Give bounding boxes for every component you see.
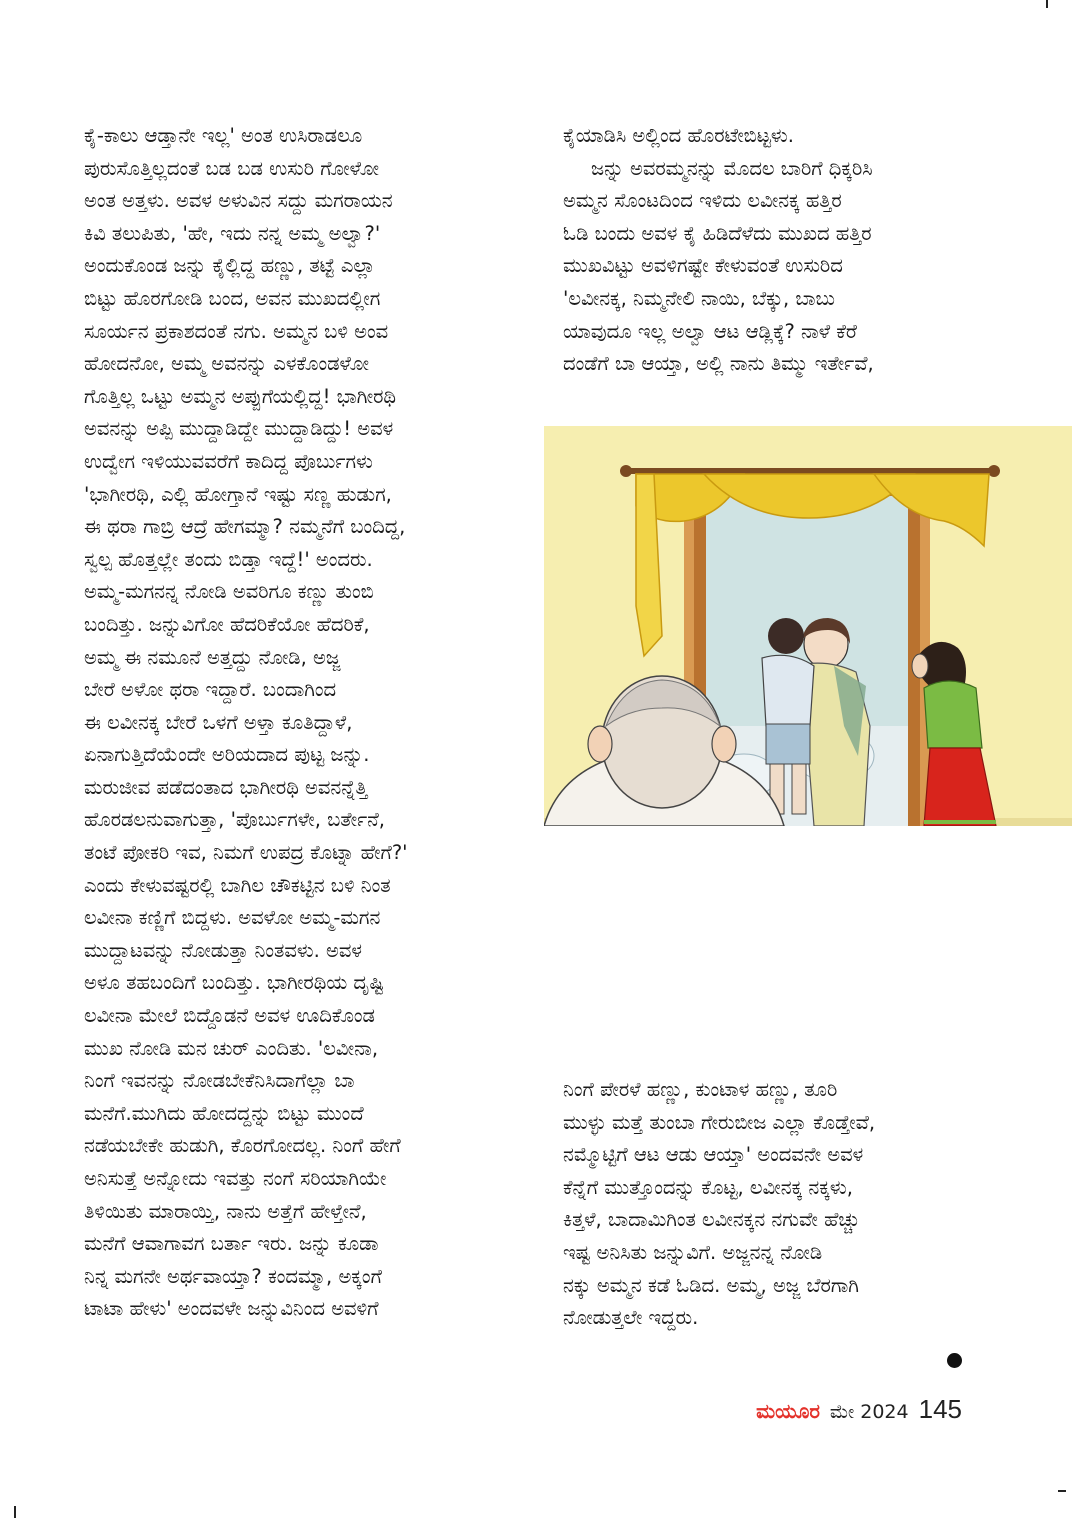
text-line: ದಂಡೆಗೆ ಬಾ ಆಯ್ತಾ, ಅಲ್ಲಿ ನಾನು ತಿಮ್ಮು ಇರ್ತೇವೆ, xyxy=(563,352,874,376)
text-line: ಗೊತ್ತಿಲ್ಲ ಒಟ್ಟು ಅಮ್ಮನ ಅಪ್ಪುಗೆಯಲ್ಲಿದ್ದ! ಭಾಗೀರಥಿ xyxy=(84,384,396,408)
text-line: ನಕ್ಕು ಅಮ್ಮನ ಕಡೆ ಓಡಿದ. ಅಮ್ಮ, ಅಜ್ಜ ಬೆರಗಾಗಿ xyxy=(563,1273,859,1297)
text-line: ಬೇರೆ ಅಳೋ ಥರಾ ಇದ್ದಾರೆ. ಬಂದಾಗಿಂದ xyxy=(84,678,337,702)
text-line: ಕಿವಿ ತಲುಪಿತು, 'ಹೇ, ಇದು ನನ್ನ ಅಮ್ಮ ಅಲ್ವಾ?' xyxy=(84,221,381,245)
page-footer xyxy=(756,1394,962,1425)
text-line: ಮನೆಗೆ ಆವಾಗಾವಗ ಬರ್ತಾ ಇರು. ಜನ್ನು ಕೂಡಾ xyxy=(84,1232,379,1256)
text-line: ನಿಂಗೆ ಇವನನ್ನು ನೋಡಬೇಕೆನಿಸಿದಾಗೆಲ್ಲಾ ಬಾ xyxy=(84,1069,355,1093)
text-line: 'ಭಾಗೀರಥಿ, ಎಲ್ಲಿ ಹೋಗ್ತಾನೆ ಇಷ್ಟು ಸಣ್ಣ ಹುಡುಗ, xyxy=(84,482,392,506)
text-line: ಮುಳ್ಳು ಮತ್ತೆ ತುಂಬಾ ಗೇರುಬೀಜ ಎಲ್ಲಾ ಕೊಡ್ತೇವೆ, xyxy=(563,1110,876,1134)
page-number: 145 xyxy=(918,1394,962,1424)
text-line: ಇಷ್ಟ ಅನಿಸಿತು ಜನ್ನುವಿಗೆ. ಅಜ್ಜನನ್ನ ನೋಡಿ xyxy=(563,1240,823,1264)
body-text-column-left xyxy=(84,120,520,1326)
text-line: 'ಲವೀನಕ್ಕ, ನಿಮ್ಮನೇಲಿ ನಾಯಿ, ಬೆಕ್ಕು, ಬಾಬು xyxy=(563,286,835,310)
text-line: ಅಮ್ಮ-ಮಗನನ್ನ ನೋಡಿ ಅವರಿಗೂ ಕಣ್ಣು ತುಂಬಿ xyxy=(84,580,374,604)
body-text-column-right-bottom xyxy=(563,1074,971,1335)
boy-shirt xyxy=(762,655,814,726)
text-line: ಮನೆಗೆ.ಮುಗಿದು ಹೋದದ್ದನ್ನು ಬಿಟ್ಟು ಮುಂದೆ xyxy=(84,1101,364,1125)
end-of-story-bullet xyxy=(947,1353,962,1368)
body-text-column-right-top xyxy=(563,120,971,381)
text-line: ಪುರುಸೊತ್ತಿಲ್ಲದಂತೆ ಬಡ ಬಡ ಉಸುರಿ ಗೋಳೋ xyxy=(84,156,380,180)
text-line: ಏನಾಗುತ್ತಿದೆಯೆಂದೇ ಅರಿಯದಾದ ಪುಟ್ಟ ಜನ್ನು. xyxy=(84,743,370,767)
issue-date: ಮೇ 2024 xyxy=(829,1401,909,1423)
text-line: ನಿಂಗೆ ಪೇರಳೆ ಹಣ್ಣು, ಕುಂಟಾಳ ಹಣ್ಣು, ತೂರಿ xyxy=(563,1078,838,1101)
text-line: ಲವೀನಾ ಮೇಲೆ ಬಿದ್ದೊಡನೆ ಅವಳ ಊದಿಕೊಂಡ xyxy=(84,1004,375,1028)
crop-mark-top xyxy=(1046,0,1048,8)
curtain-rod xyxy=(626,468,994,474)
text-line: ಅಮ್ಮನ ಸೊಂಟದಿಂದ ಇಳಿದು ಲವೀನಕ್ಕ ಹತ್ತಿರ xyxy=(563,189,842,213)
text-line: ಎಂದು ಕೇಳುವಷ್ಟರಲ್ಲಿ ಬಾಗಿಲ ಚೌಕಟ್ಟಿನ ಬಳಿ ನಿಂತ xyxy=(84,873,391,897)
text-line: ಮುಖವಿಟ್ಟು ಅವಳಿಗಷ್ಟೇ ಕೇಳುವಂತೆ ಉಸುರಿದ xyxy=(563,254,843,278)
text-line: ಅವನನ್ನು ಅಪ್ಪಿ ಮುದ್ದಾಡಿದ್ದೇ ಮುದ್ದಾಡಿದ್ದು! ಅವಳ xyxy=(84,417,394,441)
text-line: ಅನಿಸುತ್ತೆ ಅನ್ನೋದು ಇವತ್ತು ನಂಗೆ ಸರಿಯಾಗಿಯೇ xyxy=(84,1167,387,1190)
text-line: ನೋಡುತ್ತಲೇ ಇದ್ದರು. xyxy=(563,1306,699,1330)
text-line: ಈ ಲವೀನಕ್ಕ ಬೇರೆ ಒಳಗೆ ಅಳ್ತಾ ಕೂತಿದ್ದಾಳೆ, xyxy=(84,710,353,734)
text-line: ಲವೀನಾ ಕಣ್ಣಿಗೆ ಬಿದ್ದಳು. ಅವಳೋ ಅಮ್ಮ-ಮಗನ xyxy=(84,906,381,930)
text-line: ಉದ್ವೇಗ ಇಳಿಯುವವರೆಗೆ ಕಾದಿದ್ದ ಪೊರ್ಬುಗಳು xyxy=(84,449,373,473)
text-line: ಮರುಜೀವ ಪಡೆದಂತಾದ ಭಾಗೀರಥಿ ಅವನನ್ನೆತ್ತಿ xyxy=(84,775,368,799)
text-line: ಹೋದನೋ, ಅಮ್ಮ ಅವನನ್ನು ಎಳಕೊಂಡಳೋ xyxy=(84,352,369,376)
text-line: ಕೈ-ಕಾಲು ಆಡ್ತಾನೇ ಇಲ್ಲ' ಅಂತ ಉಸಿರಾಡಲೂ xyxy=(84,124,363,147)
text-line: ಅಳೂ ತಹಬಂದಿಗೆ ಬಂದಿತ್ತು. ಭಾಗೀರಥಿಯ ದೃಷ್ಟಿ xyxy=(84,971,385,995)
text-line: ಓಡಿ ಬಂದು ಅವಳ ಕೈ ಹಿಡಿದೆಳೆದು ಮುಖದ ಹತ್ತಿರ xyxy=(563,221,872,245)
text-line: ಬಿಟ್ಟು ಹೊರಗೋಡಿ ಬಂದ, ಅವನ ಮುಖದಲ್ಲೀಗ xyxy=(84,286,381,310)
text-line: ನಿನ್ನ ಮಗನೇ ಅರ್ಥವಾಯ್ತಾ? ಕಂದಮ್ಮಾ, ಅಕ್ಕಂಗೆ xyxy=(84,1264,382,1288)
text-line: ಟಾಟಾ ಹೇಳು' ಅಂದವಳೇ ಜನ್ನುವಿನಿಂದ ಅವಳಿಗೆ xyxy=(84,1297,379,1321)
text-line: ನಡೆಯಬೇಕೇ ಹುಡುಗಿ, ಕೊರಗೋದಲ್ಲ. ನಿಂಗೆ ಹೇಗೆ xyxy=(84,1134,401,1158)
text-line: ಹೊರಡಲನುವಾಗುತ್ತಾ, 'ಪೊರ್ಬುಗಳೇ, ಬರ್ತೇನೆ, xyxy=(84,808,386,832)
text-line: ಜನ್ನು ಅವರಮ್ಮನನ್ನು ಮೊದಲ ಬಾರಿಗೆ ಧಿಕ್ಕರಿಸಿ xyxy=(591,156,873,180)
text-line: ಈ ಥರಾ ಗಾಬ್ರಿ ಆದ್ರೆ ಹೇಗಮ್ಮಾ? ನಮ್ಮನೆಗೆ ಬಂದಿದ್ದ, xyxy=(84,515,406,539)
text-line: ಅಮ್ಮ ಈ ನಮೂನೆ ಅತ್ತದ್ದು ನೋಡಿ, ಅಜ್ಜ xyxy=(84,645,341,669)
text-line: ತಂಟೆ ಪೋಕರಿ ಇವ, ನಿಮಗೆ ಉಪದ್ರ ಕೊಟ್ನಾ ಹೇಗೆ?' xyxy=(84,841,408,865)
story-illustration xyxy=(544,426,1072,826)
boy-shorts xyxy=(766,724,810,764)
magazine-logo: ಮಯೂರ xyxy=(756,1399,820,1423)
crop-mark-right xyxy=(1058,1490,1066,1492)
crop-mark-left xyxy=(14,1506,16,1518)
text-line: ಯಾವುದೂ ಇಲ್ಲ ಅಲ್ವಾ ಆಟ ಆಡ್ಲಿಕ್ಕೆ? ನಾಳೆ ಕೆರೆ xyxy=(563,319,857,343)
text-line: ಅಂದುಕೊಂಡ ಜನ್ನು ಕೈಲ್ಲಿದ್ದ ಹಣ್ಣು, ತಟ್ಟೆ ಎಲ್ಲಾ xyxy=(84,254,376,278)
text-line: ಅಂತ ಅತ್ತಳು. ಅವಳ ಅಳುವಿನ ಸದ್ದು ಮಗರಾಯನ xyxy=(84,189,393,213)
text-line: ಮುದ್ದಾಟವನ್ನು ನೋಡುತ್ತಾ ನಿಂತವಳು. ಅವಳ xyxy=(84,938,362,962)
boy-head xyxy=(768,618,804,654)
text-line: ಸೂರ್ಯನ ಪ್ರಕಾಶದಂತೆ ನಗು. ಅಮ್ಮನ ಬಳಿ ಅಂವ xyxy=(84,319,389,343)
text-line: ಕೆನ್ನೆಗೆ ಮುತ್ತೊಂದನ್ನು ಕೊಟ್ಟ, ಲವೀನಕ್ಕ ನಕ್ಕಳು, xyxy=(563,1175,853,1199)
text-line: ನಮ್ಮೊಟ್ಟಿಗೆ ಆಟ ಆಡು ಆಯ್ತಾ' ಅಂದವನೇ ಅವಳ xyxy=(563,1143,864,1167)
text-line: ಸ್ವಲ್ಪ ಹೊತ್ತಲ್ಲೇ ತಂದು ಬಿಡ್ತಾ ಇದ್ದೆ!' ಅಂದರು. xyxy=(84,547,373,571)
text-line: ಮುಖ ನೋಡಿ ಮನ ಚುರ್ ಎಂದಿತು. 'ಲವೀನಾ, xyxy=(84,1036,379,1060)
text-line: ಕಿತ್ತಳೆ, ಬಾದಾಮಿಗಿಂತ ಲವೀನಕ್ಕನ ನಗುವೇ ಹೆಚ್ಚು xyxy=(563,1208,860,1232)
text-line: ಕೈಯಾಡಿಸಿ ಅಲ್ಲಿಂದ ಹೊರಟೇಬಿಟ್ಟಳು. xyxy=(563,124,794,147)
girl-blouse xyxy=(924,681,982,748)
text-line: ತಿಳಿಯಿತು ಮಾರಾಯ್ತಿ, ನಾನು ಅತ್ತೆಗೆ ಹೇಳ್ತೇನೆ, xyxy=(84,1199,367,1223)
text-line: ಬಂದಿತ್ತು. ಜನ್ನುವಿಗೋ ಹೆದರಿಕೆಯೋ ಹೆದರಿಕೆ, xyxy=(84,612,370,636)
